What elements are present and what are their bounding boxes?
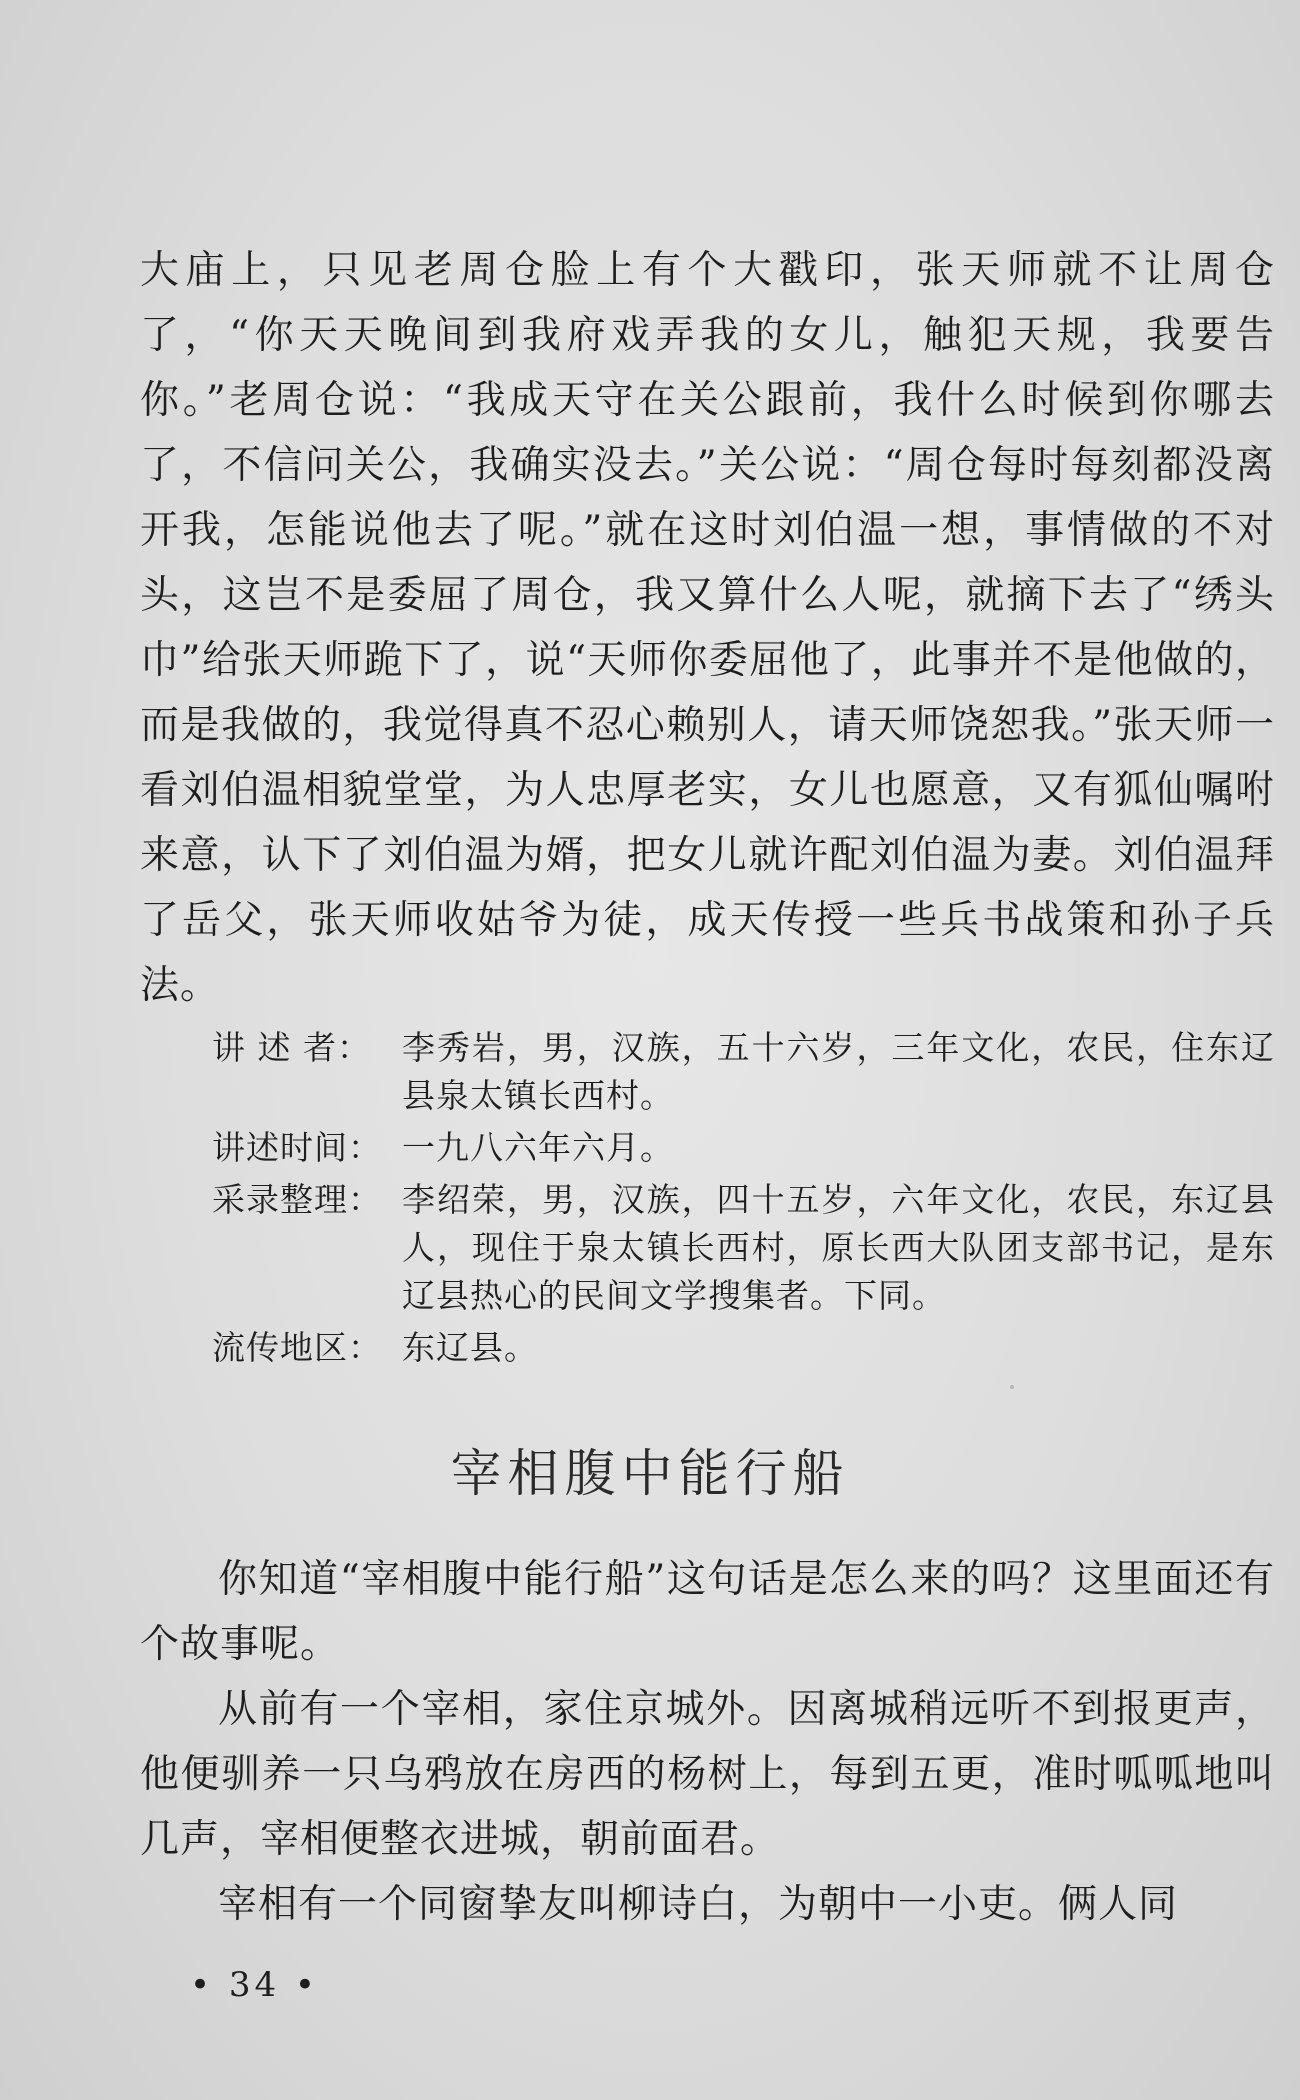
meta-row-narrator <box>140 1024 1275 1120</box>
top-body-text <box>140 238 1275 1018</box>
meta-row-region <box>140 1324 1275 1372</box>
meta-value: 李秀岩，男，汉族，五十六岁，三年文化，农民，住东辽县泉太镇长西村。 <box>402 1028 1275 1115</box>
meta-value: 东辽县。 <box>402 1328 538 1367</box>
meta-label: 流传地区： <box>212 1328 382 1367</box>
paper-speck <box>600 1890 604 1894</box>
meta-label: 采录整理： <box>212 1180 382 1219</box>
paragraph: 从前有一个宰相，家住京城外。因离城稍远听不到报更声，他便驯养一只乌鸦放在房西的杨树上，每到五更，准时呱呱地叫几声，宰相便整衣进城，朝前面君。 <box>140 1687 1275 1862</box>
paragraph: 你知道“宰相腹中能行船”这句话是怎么来的吗？这里面还有个故事呢。 <box>140 1557 1275 1667</box>
page-number: • 34 • <box>190 1965 319 2005</box>
story-body-text <box>140 1547 1275 1937</box>
paragraph: 大庙上，只见老周仓脸上有个大戳印，张天师就不让周仓了，“你天天晚间到我府戏弄我的女儿，触犯天规，我要告你。”老周仓说：“我成天守在关公跟前，我什么时候到你哪去了，不信问关公，我确实没去。”关公说：“周仓每时每刻都没离开我，怎能说他去了呢。”就在这时刘伯温一想，事情做的不对头，这岂不是委屈了周仓，我又算什么人呢，就摘下去了“绣头巾”给张天师跪下了，说“天师你委屈他了，此事并不是他做的，而是我做的，我觉得真不忍心赖别人，请天师饶恕我。”张天师一看刘伯温相貌堂堂，为人忠厚老实，女儿也愿意，又有狐仙嘱咐来意，认下了刘伯温为婿，把女儿就许配刘伯温为妻。刘伯温拜了岳父，张天师收姑爷为徒，成天传授一些兵书战策和孙子兵法。 <box>140 248 1275 1008</box>
meta-label: 讲述时间： <box>212 1128 382 1167</box>
meta-value: 一九八六年六月。 <box>402 1128 674 1167</box>
meta-row-collector <box>140 1176 1275 1320</box>
meta-value: 李绍荣，男，汉族，四十五岁，六年文化，农民，东辽县人，现住于泉太镇长西村，原长西大队团支部书记，是东辽县热心的民间文学搜集者。下同。 <box>402 1180 1275 1315</box>
narrator-info <box>140 1024 1275 1376</box>
paper-speck <box>1010 1385 1014 1389</box>
paragraph: 宰相有一个同窗挚友叫柳诗白，为朝中一小吏。俩人同 <box>218 1882 1179 1927</box>
meta-row-time <box>140 1124 1275 1172</box>
meta-label: 讲 述 者： <box>212 1028 371 1067</box>
section-title: 宰相腹中能行船 <box>450 1445 850 1504</box>
